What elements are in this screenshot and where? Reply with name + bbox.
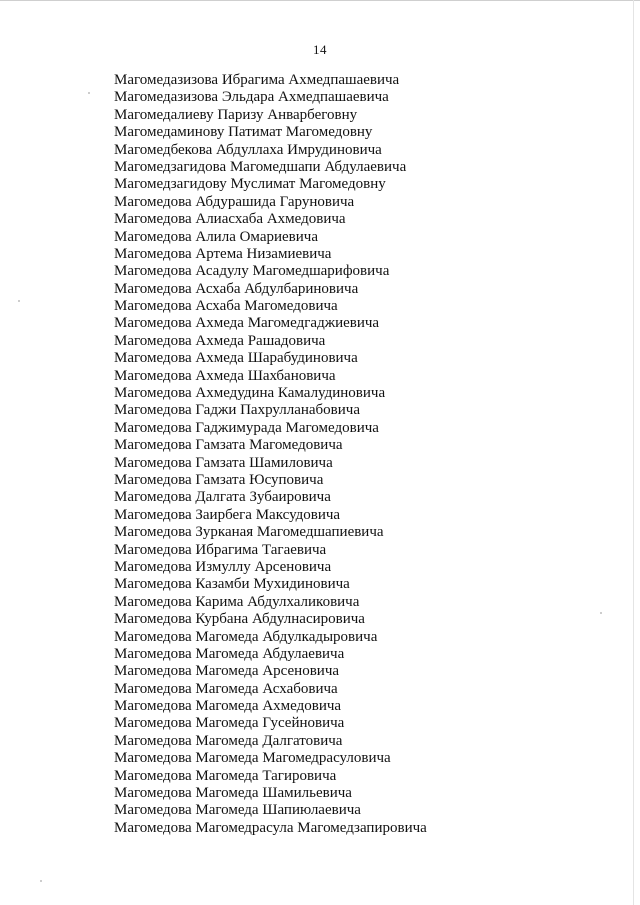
name-list-item: Магомедова Гаджи Пахрулланабовича (114, 402, 360, 419)
name-list-item: Магомедова Курбана Абдулнасировича (114, 611, 365, 628)
name-list-item: Магомедова Магомеда Шамильевича (114, 785, 352, 802)
scan-speck (40, 880, 42, 882)
name-list-item: Магомедова Ахмеда Шахбановича (114, 367, 336, 384)
name-list-item: Магомедазизова Ибрагима Ахмедпашаевича (114, 72, 400, 88)
name-list-item: Магомедова Ахмедудина Камалудиновича (114, 385, 386, 402)
name-list-item: Магомедова Магомеда Асхабовича (114, 680, 338, 697)
name-list-item: Магомедова Абдурашида Гаруновича (114, 193, 355, 210)
scan-speck (600, 612, 602, 614)
name-list-item: Магомедова Казамби Мухидиновича (114, 576, 350, 593)
name-list-item: Магомедбекова Абдуллаха Имрудиновича (114, 141, 382, 158)
name-list-item: Магомедова Гаджимурада Магомедовича (114, 419, 379, 436)
name-list-item: Магомедова Ибрагима Тагаевича (114, 541, 327, 558)
name-list-item: Магомедова Артема Низамиевича (114, 245, 332, 262)
scan-edge-top (0, 0, 640, 1)
name-list-item: Магомедова Магомеда Тагировича (114, 767, 337, 784)
name-list-item: Магомедова Асхаба Магомедовича (114, 298, 338, 315)
name-list-item: Магомедова Магомеда Абдулаевича (114, 645, 345, 662)
name-list-item: Магомедова Далгата Зубаировича (114, 489, 331, 506)
name-list-item: Магомедова Ахмеда Рашадовича (114, 332, 326, 349)
name-list-item: Магомедаминову Патимат Магомедовну (114, 124, 373, 141)
name-list-item: Магомедова Ахмеда Шарабудиновича (114, 350, 358, 367)
name-list-item: Магомедова Магомеда Гусейновича (114, 715, 345, 732)
name-list-item: Магомедова Магомеда Ахмедовича (114, 698, 342, 715)
name-list-item: Магомедова Гамзата Юсуповича (114, 471, 324, 488)
name-list-item: Магомедова Ахмеда Магомедгаджиевича (114, 315, 380, 332)
name-list-item: Магомедазизова Эльдара Ахмедпашаевича (114, 89, 389, 106)
name-list-item: Магомедова Магомедрасула Магомедзапировича (114, 819, 427, 836)
scan-speck (18, 300, 20, 302)
scan-edge-right (633, 0, 634, 905)
name-list-item: Магомедова Измуллу Арсеновича (114, 558, 332, 575)
name-list-item: Магомедова Асадулу Магомедшарифовича (114, 263, 390, 280)
name-list-item: Магомедова Алиасхаба Ахмедовича (114, 211, 346, 228)
name-list-item: Магомедалиеву Паризу Анварбеговну (114, 106, 358, 123)
name-list-item: Магомедова Алила Омариевича (114, 228, 318, 245)
name-list-item: Магомедова Магомеда Абдулкадыровича (114, 628, 378, 645)
scan-speck (88, 92, 90, 94)
page-number: 14 (313, 42, 327, 57)
name-list-item: Магомедзагидову Муслимат Магомедовну (114, 176, 386, 193)
name-list-item: Магомедзагидова Магомедшапи Абдулаевича (114, 158, 407, 175)
name-list-item: Магомедова Магомеда Арсеновича (114, 663, 340, 680)
name-list-item: Магомедова Гамзата Магомедовича (114, 437, 343, 454)
name-list-item: Магомедова Карима Абдулхаликовича (114, 593, 360, 610)
name-list (114, 72, 427, 837)
name-list-item: Магомедова Магомеда Далгатовича (114, 732, 343, 749)
name-list-item: Магомедова Магомеда Магомедрасуловича (114, 750, 391, 767)
name-list-item: Магомедова Заирбега Максудовича (114, 506, 341, 523)
name-list-item: Магомедова Гамзата Шамиловича (114, 454, 333, 471)
name-list-item: Магомедова Магомеда Шапиюлаевича (114, 802, 361, 819)
name-list-item: Магомедова Зурканая Магомедшапиевича (114, 524, 384, 541)
name-list-item: Магомедова Асхаба Абдулбариновича (114, 280, 359, 297)
